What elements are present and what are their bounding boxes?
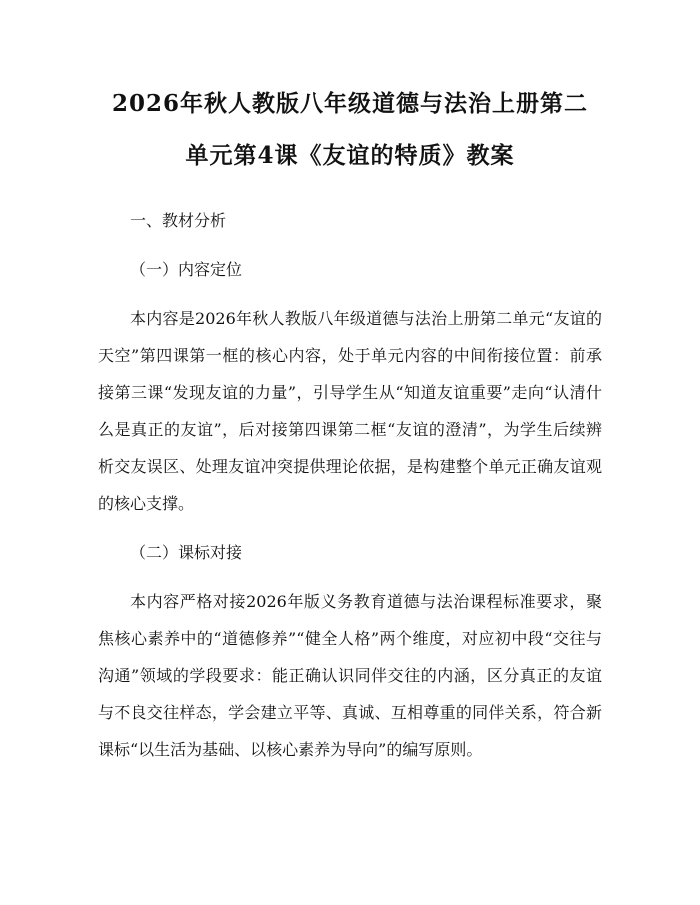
paragraph-curriculum-standards: 本内容严格对接2026年版义务教育道德与法治课程标准要求，聚焦核心素养中的“道德修养”“健全人格”两个维度，对应初中段“交往与沟通”领域的学段要求：能正确认识同伴交往的内涵，区分真正的友谊与不良交往样态，学会建立平等、真诚、互相尊重的同伴关系，符合新课标“以生活为基础、以核心素养为导向”的编写原则。 — [98, 592, 602, 759]
document-title — [98, 78, 602, 182]
paragraph-content-positioning: 本内容是2026年秋人教版八年级道德与法治上册第二单元“友谊的天空”第四课第一框的核心内容，处于单元内容的中间衔接位置：前承接第三课“发现友谊的力量”，引导学生从“知道友谊重要”走向“认清什么是真正的友谊”，后对接第四课第二框“友谊的澄清”，为学生后续辨析交友误区、处理友谊冲突提供理论依据，是构建整个单元正确友谊观的核心支撑。 — [98, 309, 602, 513]
title-line-2: 单元第4课《友谊的特质》教案 — [185, 142, 515, 169]
section-heading-textbook-analysis: 一、教材分析 — [130, 211, 227, 230]
subsection-heading-content-positioning: （一）内容定位 — [130, 260, 243, 279]
subsection-heading-curriculum-standards: （二）课标对接 — [130, 543, 243, 562]
title-line-1: 2026年秋人教版八年级道德与法治上册第二 — [111, 90, 588, 117]
